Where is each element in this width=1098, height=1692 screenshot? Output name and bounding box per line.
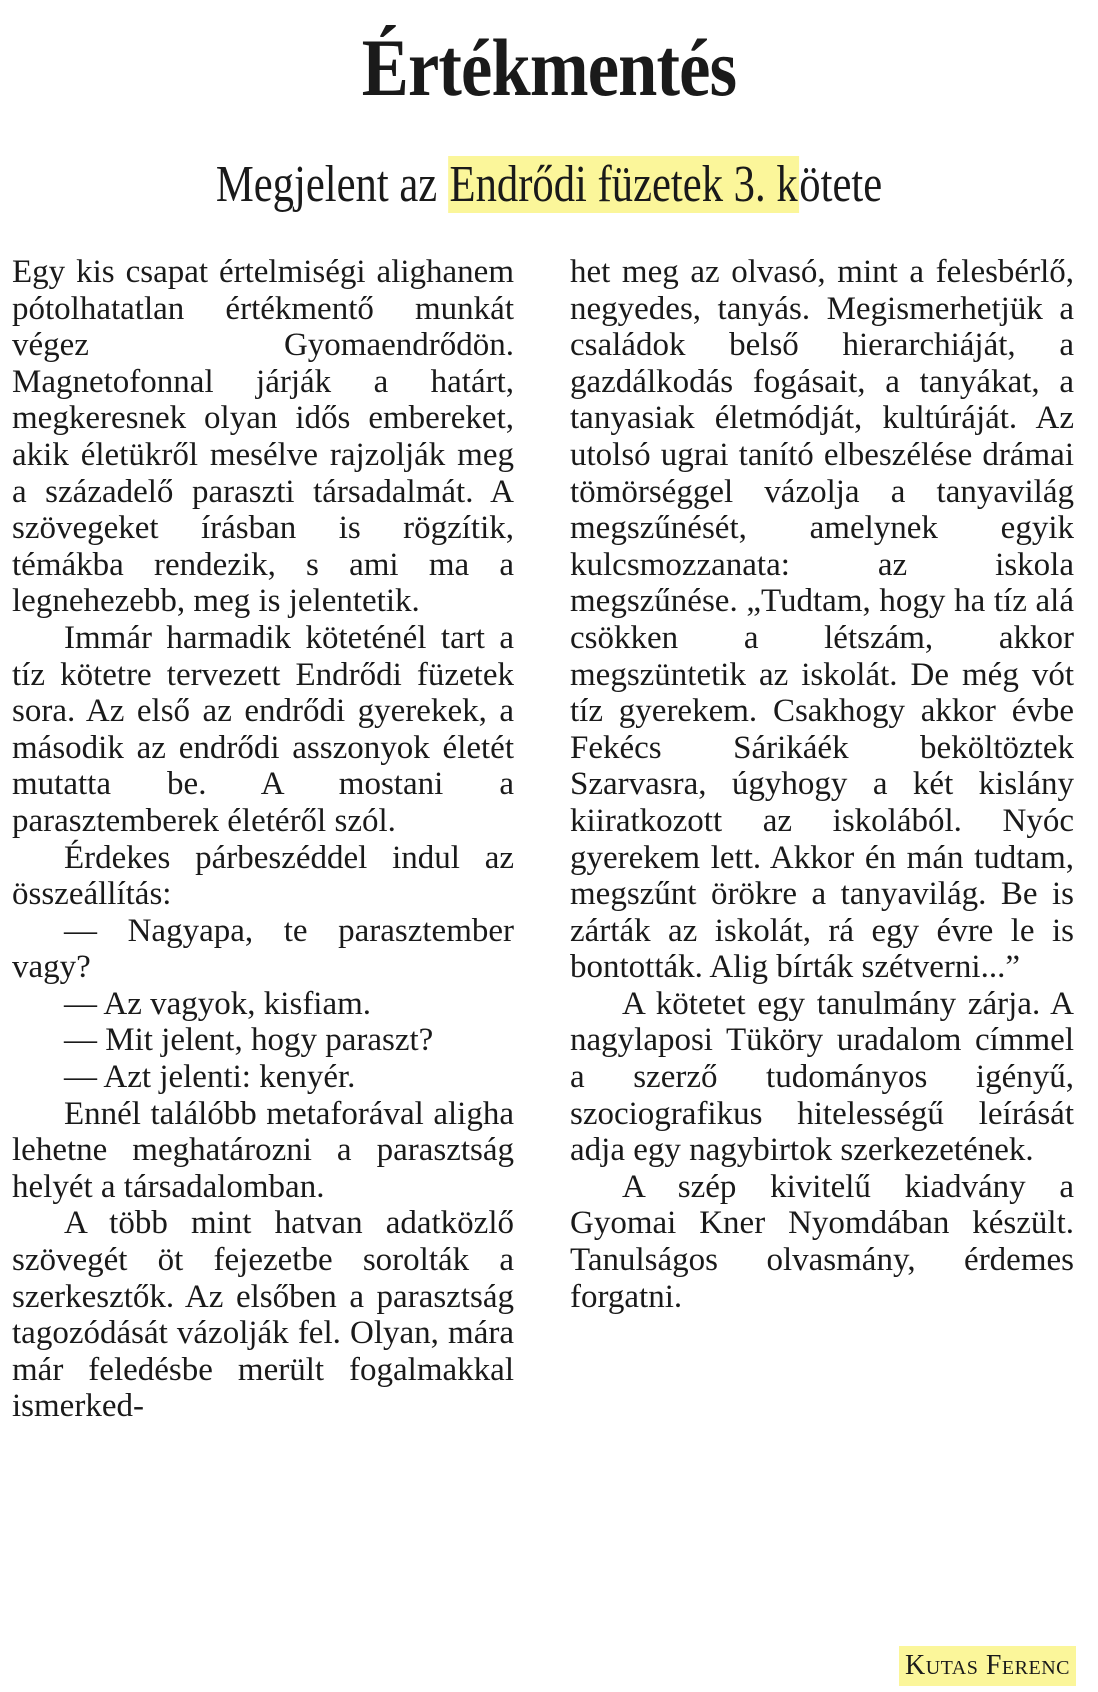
left-column — [12, 254, 514, 1425]
article-subtitle — [99, 152, 999, 218]
dialogue-line: — Az vagyok, kisfiam. — [64, 985, 372, 1022]
right-column — [570, 254, 1074, 1315]
dialogue-line: — Mit jelent, hogy paraszt? — [64, 1022, 434, 1059]
paragraph: A több mint hatvan adatközlő szövegét öt fejezetbe sorolták a szerkesztők. Az elsőben a parasztság tagozódását vázolják fel. Olyan, mára már feledésbe merült fogalmakkal ismerked- — [12, 1205, 514, 1425]
paragraph: het meg az olvasó, mint a felesbérlő, negyedes, tanyás. Megismerhetjük a családok belső hierarchiáját, a gazdálkodás fogásait, a tanyákat, a tanyasiak életmódját, kultúráját. Az utolsó ugrai tanító elbeszélése drámai tömörséggel vázolja a tanyavilág megszűnését, amelynek egyik kulcsmozzanata: az iskola megszűnése. „Tudtam, hogy ha tíz alá csökken a létszám, akkor megszüntetik az iskolát. De még vót tíz gyerekem. Csakhogy akkor évbe Fekécs Sárikáék beköltöztek Szarvasra, úgyhogy a két kislány kiiratkozott az iskolából. Nyóc gyerekem lett. Akkor én mán tudtam, megszűnt örökre a tanyavilág. Be is zárták az iskolát, rá egy évre le is bontották. Alig bírták szétverni...” — [570, 254, 1074, 986]
paragraph: Ennél találóbb metaforával aligha lehetne meghatározni a parasztság helyét a társadalomban. — [12, 1095, 514, 1205]
paragraph: Immár harmadik köteténél tart a tíz kötetre tervezett Endrődi füzetek sora. Az első az endrődi gyerekek, a második az endrődi asszonyok életét mutatta be. A mostani a parasztemberek életéről szól. — [12, 619, 514, 839]
paragraph: A szép kivitelű kiadvány a Gyomai Kner Nyomdában készült. Tanulságos olvasmány, érdemes forgatni. — [570, 1168, 1074, 1315]
subtitle-highlight: Endrődi füzetek 3. k — [449, 156, 798, 213]
dialogue-line: — Azt jelenti: kenyér. — [64, 1059, 356, 1096]
article-title: Értékmentés — [361, 22, 737, 113]
paragraph: Egy kis csapat értelmiségi alighanem pótolhatatlan értékmentő munkát végez Gyomaendrődön. Magnetofonnal járják a határt, megkeresnek olyan idős embereket, akik életükről mesélve rajzolják meg a századelő paraszti társadalmát. A szövegeket írásban is rögzítik, témákba rendezik, s ami ma a legnehezebb, meg is jelentetik. — [12, 254, 514, 620]
author-byline: Kutas Ferenc — [899, 1646, 1076, 1686]
subtitle-text: Megjelent az — [215, 156, 448, 213]
paragraph: A kötetet egy tanulmány zárja. A nagylaposi Tüköry uradalom címmel a szerző tudományos igényű, szociografikus hitelességű leírását adja egy nagybirtok szerkezetének. — [570, 985, 1074, 1169]
dialogue-line: — Nagyapa, te parasztember vagy? — [12, 912, 514, 986]
subtitle-text-end: ötete — [799, 156, 883, 213]
paragraph: Érdekes párbeszéddel indul az összeállítás: — [12, 839, 514, 913]
